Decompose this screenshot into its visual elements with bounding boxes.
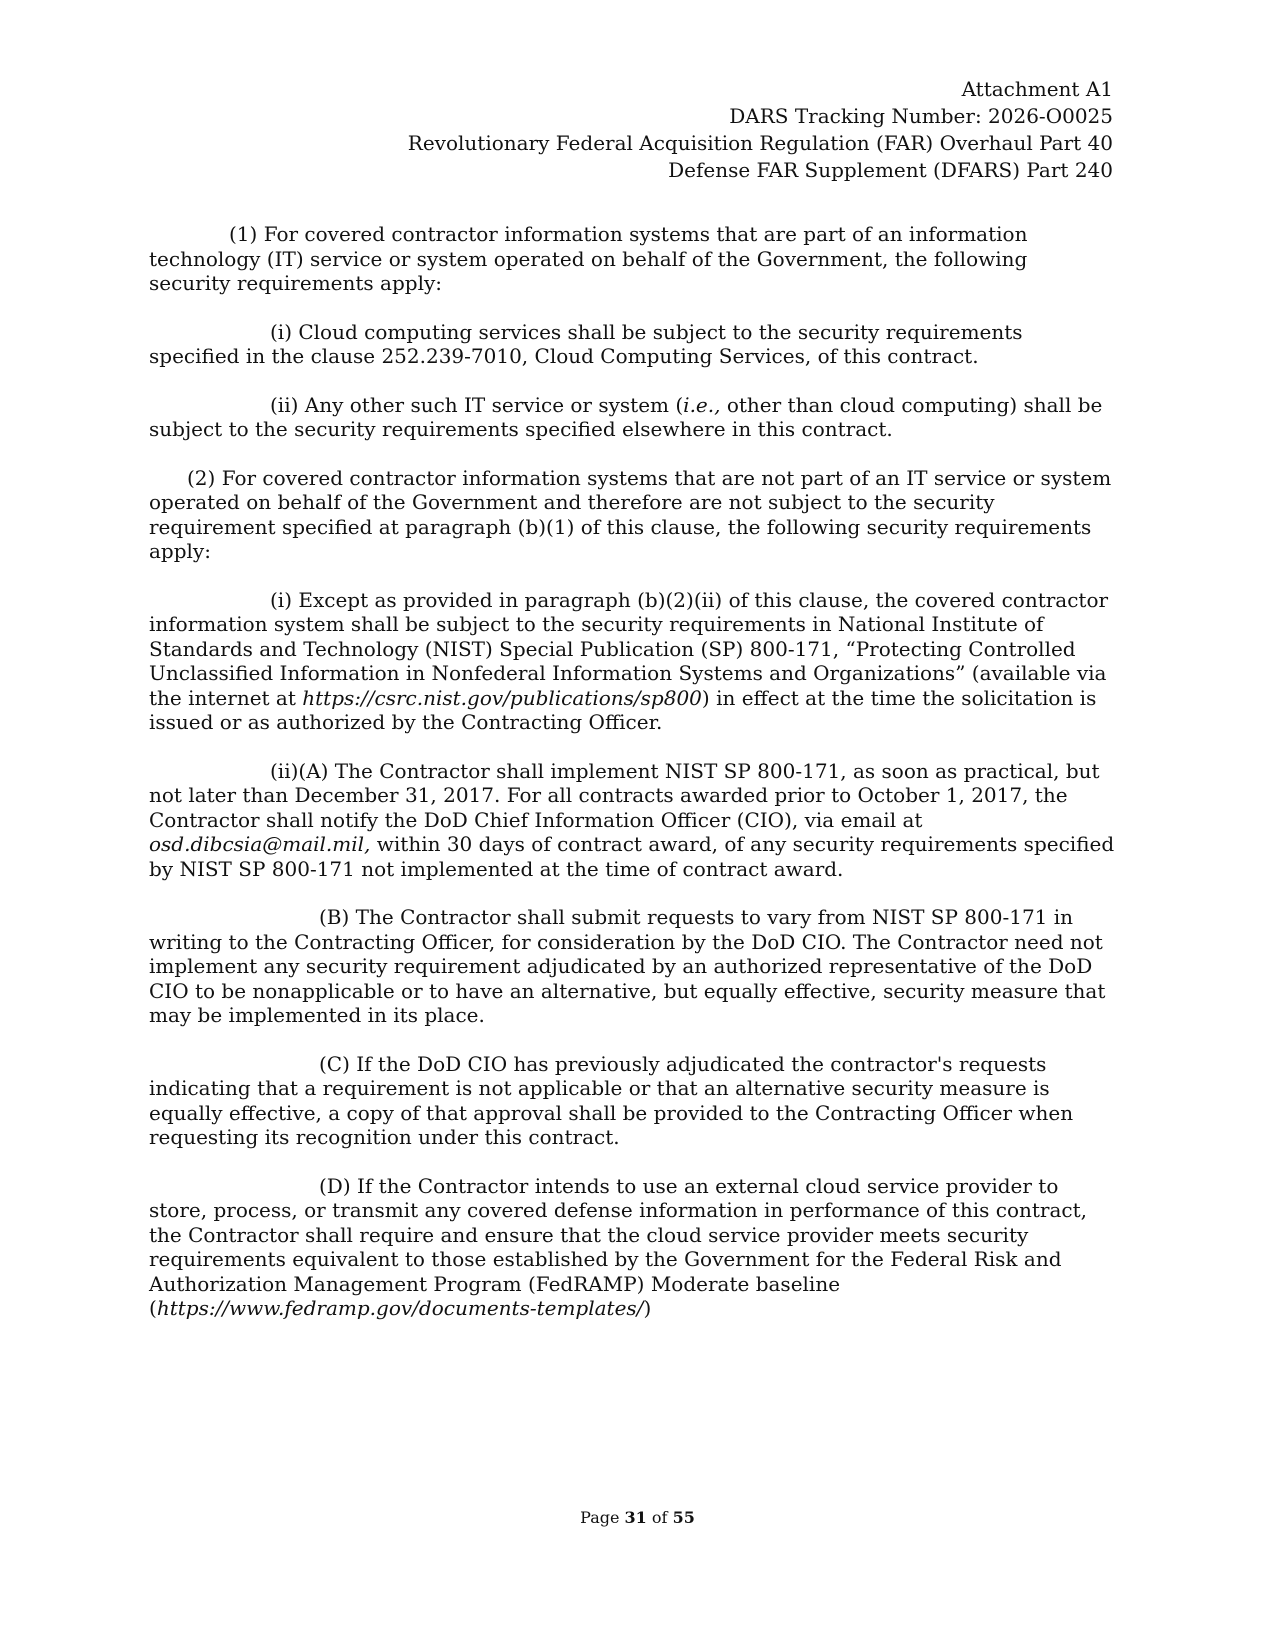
paragraph-b2-ii-d-text-a: (D) If the Contractor intends to use an external cloud service provider to store, process, or transmit any covered defense information in performance of this contract, the Contractor shall require and ensure that the cloud service provider meets security requirements equivalent to those established by the Government for the Federal Risk and Authorization Management Program (FedRAMP) Moderate baseline (: [149, 1173, 1087, 1320]
paragraph-b2-ii-d: [149, 1174, 1115, 1321]
paragraph-b2-i: [149, 588, 1115, 735]
header-tracking-number: DARS Tracking Number: 2026-O0025: [729, 104, 1113, 128]
paragraph-b1: (1) For covered contractor information systems that are part of an information technology (IT) service or system operated on behalf of the Government, the following security requirements apply:: [149, 222, 1028, 295]
page-body: [149, 222, 1115, 1345]
paragraph-b2-ii-a: [149, 759, 1115, 882]
of-word: of: [651, 1508, 668, 1527]
page-total: 55: [672, 1508, 695, 1527]
header-far-part: Revolutionary Federal Acquisition Regulation (FAR) Overhaul Part 40: [407, 131, 1113, 155]
paragraph-b1-ii: [149, 393, 1115, 442]
header-dfars-part: Defense FAR Supplement (DFARS) Part 240: [668, 158, 1113, 182]
paragraph-b1-ii-ie: i.e.,: [683, 392, 721, 417]
header-attachment: Attachment A1: [961, 77, 1113, 101]
nist-url-link: https://csrc.nist.gov/publications/sp800: [302, 685, 702, 710]
dod-cio-email: osd.dibcsia@mail.mil,: [149, 832, 371, 856]
fedramp-url-link: https://www.fedramp.gov/documents-templates/: [156, 1296, 644, 1320]
paragraph-b2-ii-b: (B) The Contractor shall submit requests to vary from NIST SP 800-171 in writing to the Contracting Officer, for consideration by the DoD CIO. The Contractor need not implement any security requirement adjudicated by an authorized representative of the DoD CIO to be nonapplicable or to have an alternative, but equally effective, security measure that may be implemented in its place.: [149, 905, 1106, 1027]
paragraph-b2-ii-d-text-b: ): [643, 1296, 652, 1320]
paragraph-b1-i: (i) Cloud computing services shall be subject to the security requirements specified in the clause 252.239-7010, Cloud Computing Services, of this contract.: [149, 319, 1023, 368]
page-header: [213, 76, 1113, 184]
page-footer: [0, 1508, 1275, 1528]
paragraph-b2-i-text-b: ) in effect at the time the solicitation is issued or as authorized by the Contracting Officer.: [149, 685, 1097, 734]
paragraph-b2-i-text-a: (i) Except as provided in paragraph (b)(2)(ii) of this clause, the covered contractor information system shall be subject to the security requirements in National Institute of Standards and Technology (NIST) Special Publication (SP) 800-171, “Protecting Controlled Unclassified Information in Nonfederal Information Systems and Organizations” (available via the internet at: [149, 587, 1109, 710]
page-number: 31: [624, 1508, 647, 1527]
paragraph-b1-ii-text-b: other than cloud computing) shall be subject to the security requirements specified elsewhere in this contract.: [149, 392, 1103, 441]
paragraph-b2-ii-a-text-b: within 30 days of contract award, of any security requirements specified by NIST SP 800-171 not implemented at the time of contract award.: [149, 832, 1115, 881]
paragraph-b2-ii-a-text-a: (ii)(A) The Contractor shall implement NIST SP 800-171, as soon as practical, but not later than December 31, 2017. For all contracts awarded prior to October 1, 2017, the Contractor shall notify the DoD Chief Information Officer (CIO), via email at: [149, 758, 1100, 832]
paragraph-b2: (2) For covered contractor information systems that are not part of an IT service or system operated on behalf of the Government and therefore are not subject to the security requirement specified at paragraph (b)(1) of this clause, the following security requirements apply:: [149, 465, 1112, 563]
paragraph-b2-ii-c: (C) If the DoD CIO has previously adjudicated the contractor's requests indicating that a requirement is not applicable or that an alternative security measure is equally effective, a copy of that approval shall be provided to the Contracting Officer when requesting its recognition under this contract.: [149, 1051, 1074, 1149]
paragraph-b1-ii-text-a: (ii) Any other such IT service or system (: [270, 392, 684, 417]
page-word: Page: [580, 1508, 620, 1527]
